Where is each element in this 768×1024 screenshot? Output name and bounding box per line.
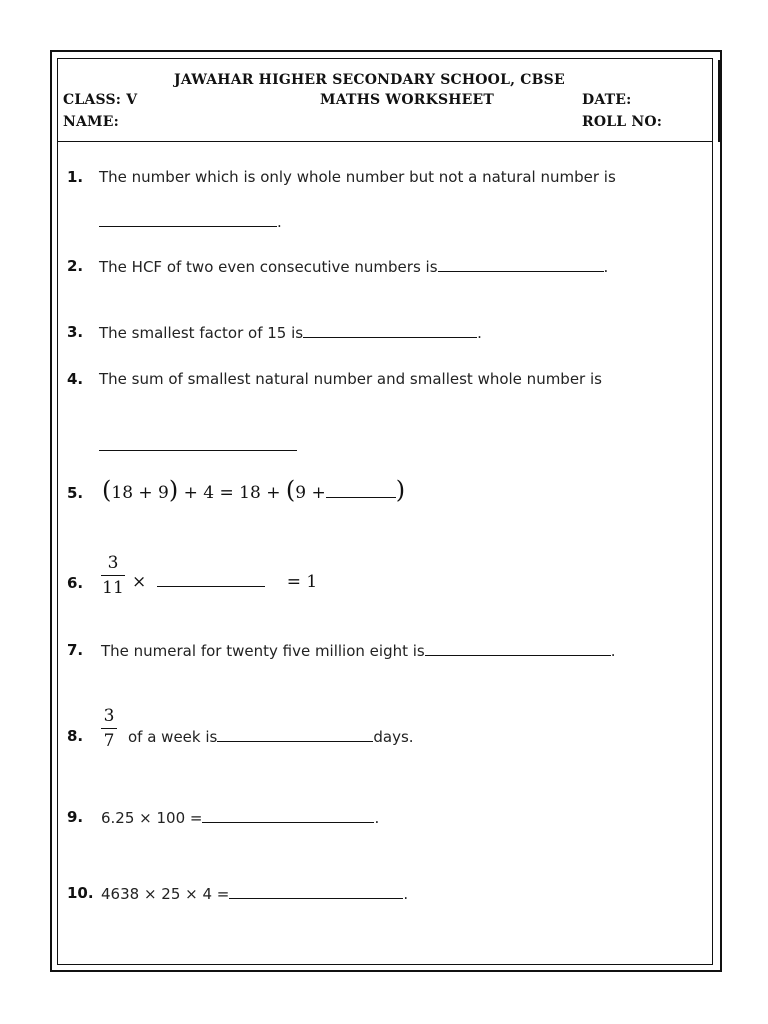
answer-blank[interactable]: [438, 257, 604, 272]
question-number: 3.: [67, 323, 84, 341]
inner-border: [57, 58, 713, 965]
answer-blank[interactable]: [425, 641, 611, 656]
question-number: 7.: [67, 641, 84, 659]
header-divider: [57, 141, 713, 142]
question-line: [99, 257, 608, 276]
question-number: 4.: [67, 370, 84, 388]
answer-blank[interactable]: [229, 884, 403, 899]
date-label: DATE:: [582, 92, 632, 108]
worksheet-title: MATHS WORKSHEET: [320, 92, 495, 108]
class-label: CLASS: V: [63, 92, 138, 108]
paren-open: (: [285, 476, 296, 504]
question-number: 8.: [67, 727, 84, 745]
roll-no-label: ROLL NO:: [582, 114, 663, 130]
question-text: The HCF of two even consecutive numbers is: [99, 258, 438, 276]
question-tail: .: [277, 213, 282, 231]
question-number: 9.: [67, 808, 84, 826]
question-line: [128, 727, 414, 746]
answer-blank[interactable]: [99, 436, 297, 451]
question-tail: .: [374, 809, 380, 827]
equation: [132, 572, 317, 592]
expression-mid: + 4 = 18 +: [183, 483, 281, 503]
fraction-denominator: 11: [102, 578, 124, 598]
border-shadow: [718, 60, 722, 142]
expression-inner: 9 +: [295, 483, 326, 503]
answer-blank[interactable]: [99, 212, 277, 227]
fraction-numerator: 3: [103, 706, 115, 726]
question-tail: .: [603, 258, 609, 276]
question-line: [99, 323, 482, 342]
question-text: The sum of smallest natural number and smallest whole number is: [99, 370, 602, 388]
question-tail: days.: [373, 728, 414, 746]
question-text: 6.25 × 100 =: [101, 809, 203, 827]
paren-close: ): [168, 476, 179, 504]
answer-blank[interactable]: [326, 483, 396, 498]
question-number: 1.: [67, 168, 84, 186]
answer-line: [99, 436, 297, 455]
question-tail: .: [610, 642, 616, 660]
times-symbol: ×: [132, 572, 147, 592]
question-number: 5.: [67, 484, 84, 502]
question-text: 4638 × 25 × 4 =: [101, 885, 230, 903]
fraction-bar: [101, 728, 117, 729]
school-name: JAWAHAR HIGHER SECONDARY SCHOOL, CBSE: [174, 72, 565, 88]
question-tail: .: [403, 885, 409, 903]
fraction: [101, 706, 117, 751]
question-text: The numeral for twenty five million eight is: [101, 642, 425, 660]
question-number: 6.: [67, 574, 84, 592]
paren-close: ): [395, 476, 406, 504]
question-text: The smallest factor of 15 is: [99, 324, 304, 342]
question-line: [101, 808, 379, 827]
question-tail: .: [477, 324, 482, 342]
fraction-denominator: 7: [103, 731, 115, 751]
question-number: 10.: [67, 884, 94, 902]
answer-blank[interactable]: [217, 727, 373, 742]
equation: [102, 476, 405, 504]
question-line: [101, 641, 616, 660]
answer-blank[interactable]: [202, 808, 374, 823]
answer-blank[interactable]: [157, 572, 265, 587]
question-number: 2.: [67, 257, 84, 275]
paren-open: (: [102, 476, 112, 504]
name-label: NAME:: [63, 114, 119, 130]
fraction-numerator: 3: [107, 553, 119, 573]
answer-line: [99, 212, 282, 231]
equals-one: = 1: [286, 572, 318, 592]
question-text: The number which is only whole number but not a natural number is: [99, 168, 616, 186]
question-line: [101, 884, 408, 903]
question-text: of a week is: [128, 728, 218, 746]
expression-inner: 18 + 9: [111, 483, 169, 503]
fraction: [101, 553, 125, 598]
fraction-bar: [101, 575, 125, 576]
answer-blank[interactable]: [303, 323, 477, 338]
